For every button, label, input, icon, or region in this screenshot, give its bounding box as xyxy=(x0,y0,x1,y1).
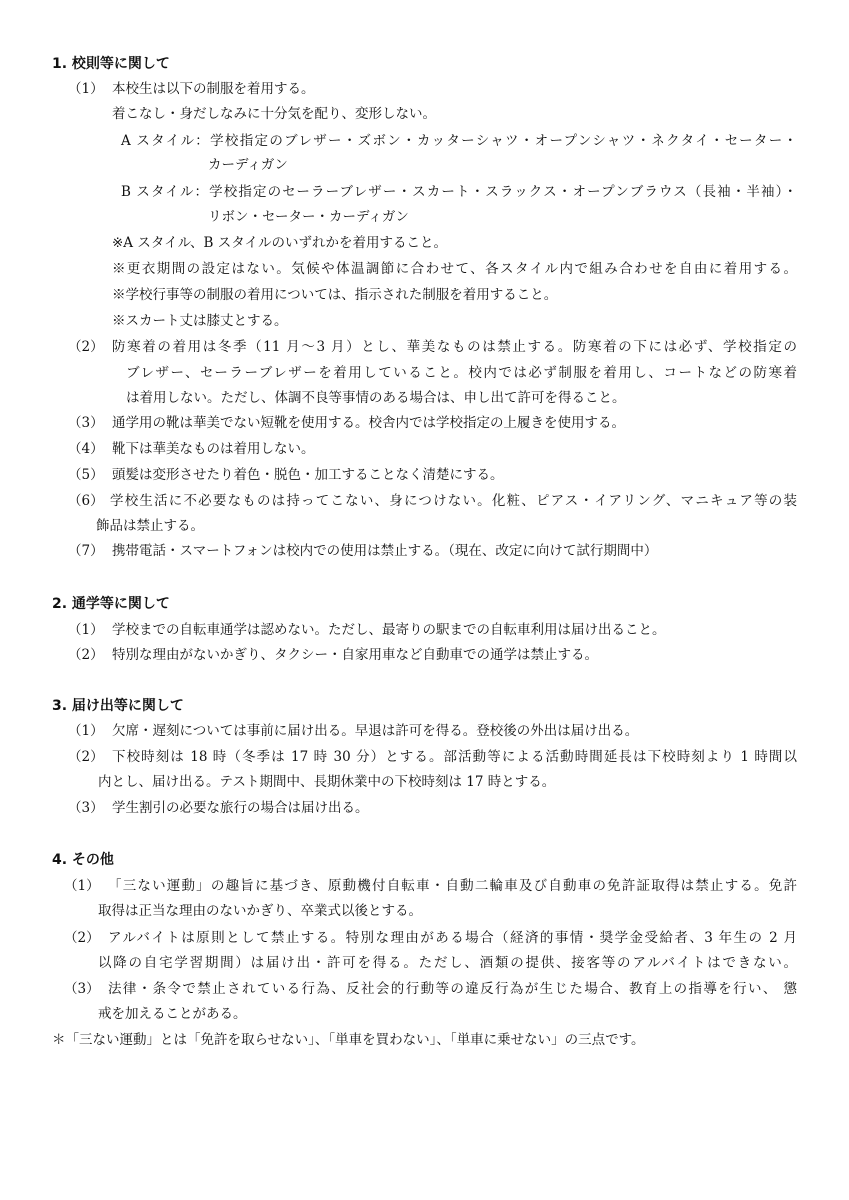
item-number: （2） xyxy=(68,339,104,355)
uniform-style-b-line: リボン・セーター・カーディガン xyxy=(208,209,409,225)
item-text-line: 取得は正当な理由のないかぎり、卒業式以後とする。 xyxy=(98,903,422,919)
item-text-line: 靴下は華美なものは着用しない。 xyxy=(112,441,315,457)
uniform-style-a-line: カーディガン xyxy=(208,157,288,173)
section-2-heading: 2. 通学等に関して xyxy=(52,596,170,612)
item-text-line: ブレザー、セーラーブレザーを着用していること。校内では必ず制服を着用し、コートなどの防寒着 xyxy=(126,365,797,381)
item-number: （3） xyxy=(68,415,104,431)
item-text-line: 飾品は禁止する。 xyxy=(96,518,204,534)
item-text-line: 下校時刻は 18 時（冬季は 17 時 30 分）とする。部活動等による活動時間延長は下校時刻より 1 時間以 xyxy=(112,749,797,765)
item-number: （2） xyxy=(68,749,104,765)
item-text-line: 法律・条令で禁止されている行為、反社会的行動等の違反行為が生じた場合、教育上の指導を行い、 懲 xyxy=(108,981,797,997)
uniform-note: ※学校行事等の制服の着用については、指示された制服を着用すること。 xyxy=(112,287,558,303)
item-text-line: 本校生は以下の制服を着用する。 xyxy=(112,81,315,97)
item-number: （1） xyxy=(68,622,104,638)
item-text-line: 頭髪は変形させたり着色・脱色・加工することなく清楚にする。 xyxy=(112,467,504,483)
section-4-heading: 4. その他 xyxy=(52,852,114,868)
uniform-style-b-line: B スタイル：学校指定のセーラーブレザー・スカート・スラックス・オープンブラウス（長袖・半袖）・ xyxy=(121,184,797,200)
item-text-line: 欠席・遅刻については事前に届け出る。早退は許可を得る。登校後の外出は届け出る。 xyxy=(112,723,639,739)
item-text-line: 通学用の靴は華美でない短靴を使用する。校舎内では学校指定の上履きを使用する。 xyxy=(112,415,625,431)
footnote: ＊「三ない運動」とは「免許を取らせない」、「単車を買わない」、「単車に乗せない」の三点です。 xyxy=(52,1032,645,1048)
item-number: （1） xyxy=(68,81,104,97)
item-text-line: 「三ない運動」の趣旨に基づき、原動機付自転車・自動二輪車及び自動車の免許証取得は禁止する。免許 xyxy=(108,878,797,894)
item-number: （6） xyxy=(68,493,104,509)
item-text-line: 学校までの自転車通学は認めない。ただし、最寄りの駅までの自転車利用は届け出ること。 xyxy=(112,622,666,638)
item-text-line: は着用しない。ただし、体調不良等事情のある場合は、申し出て許可を得ること。 xyxy=(126,390,626,406)
section-1-heading: 1. 校則等に関して xyxy=(52,56,170,72)
item-number: （5） xyxy=(68,467,104,483)
item-number: （4） xyxy=(68,441,104,457)
item-text-line: 防寒着の着用は冬季（11 月～3 月）とし、華美なものは禁止する。防寒着の下には必ず、学校指定の xyxy=(112,339,797,355)
item-number: （1） xyxy=(68,723,104,739)
item-text-line: 着こなし・身だしなみに十分気を配り、変形しない。 xyxy=(112,106,436,122)
item-text-line: 学生割引の必要な旅行の場合は届け出る。 xyxy=(112,800,369,816)
item-text-line: 以降の自宅学習期間）は届け出・許可を得る。ただし、酒類の提供、接客等のアルバイトはできない。 xyxy=(98,955,797,971)
item-number: （7） xyxy=(68,543,104,559)
item-text-line: 特別な理由がないかぎり、タクシー・自家用車など自動車での通学は禁止する。 xyxy=(112,647,598,663)
item-text-line: 内とし、届け出る。テスト期間中、長期休業中の下校時刻は 17 時とする。 xyxy=(98,774,556,790)
uniform-note: ※A スタイル、B スタイルのいずれかを着用すること。 xyxy=(112,235,447,251)
item-text-line: アルバイトは原則として禁止する。特別な理由がある場合（経済的事情・奨学金受給者、3 年生の 2 月 xyxy=(108,930,797,946)
item-number: （2） xyxy=(64,930,100,946)
item-text-line: 学校生活に不必要なものは持ってこない、身につけない。化粧、ピアス・イアリング、マニキュア等の装 xyxy=(110,493,797,509)
item-number: （1） xyxy=(64,878,100,894)
item-number: （3） xyxy=(64,981,100,997)
item-number: （2） xyxy=(68,647,104,663)
uniform-note: ※更衣期間の設定はない。気候や体温調節に合わせて、各スタイル内で組み合わせを自由に着用する。 xyxy=(112,261,797,277)
section-3-heading: 3. 届け出等に関して xyxy=(52,698,184,714)
uniform-style-a-line: A スタイル：学校指定のブレザー・ズボン・カッターシャツ・オープンシャツ・ネクタイ・セーター・ xyxy=(121,133,797,149)
uniform-note: ※スカート丈は膝丈とする。 xyxy=(112,313,288,329)
item-number: （3） xyxy=(68,800,104,816)
item-text-line: 戒を加えることがある。 xyxy=(98,1006,247,1022)
item-text-line: 携帯電話・スマートフォンは校内での使用は禁止する。（現在、改定に向けて試行期間中） xyxy=(112,543,658,559)
